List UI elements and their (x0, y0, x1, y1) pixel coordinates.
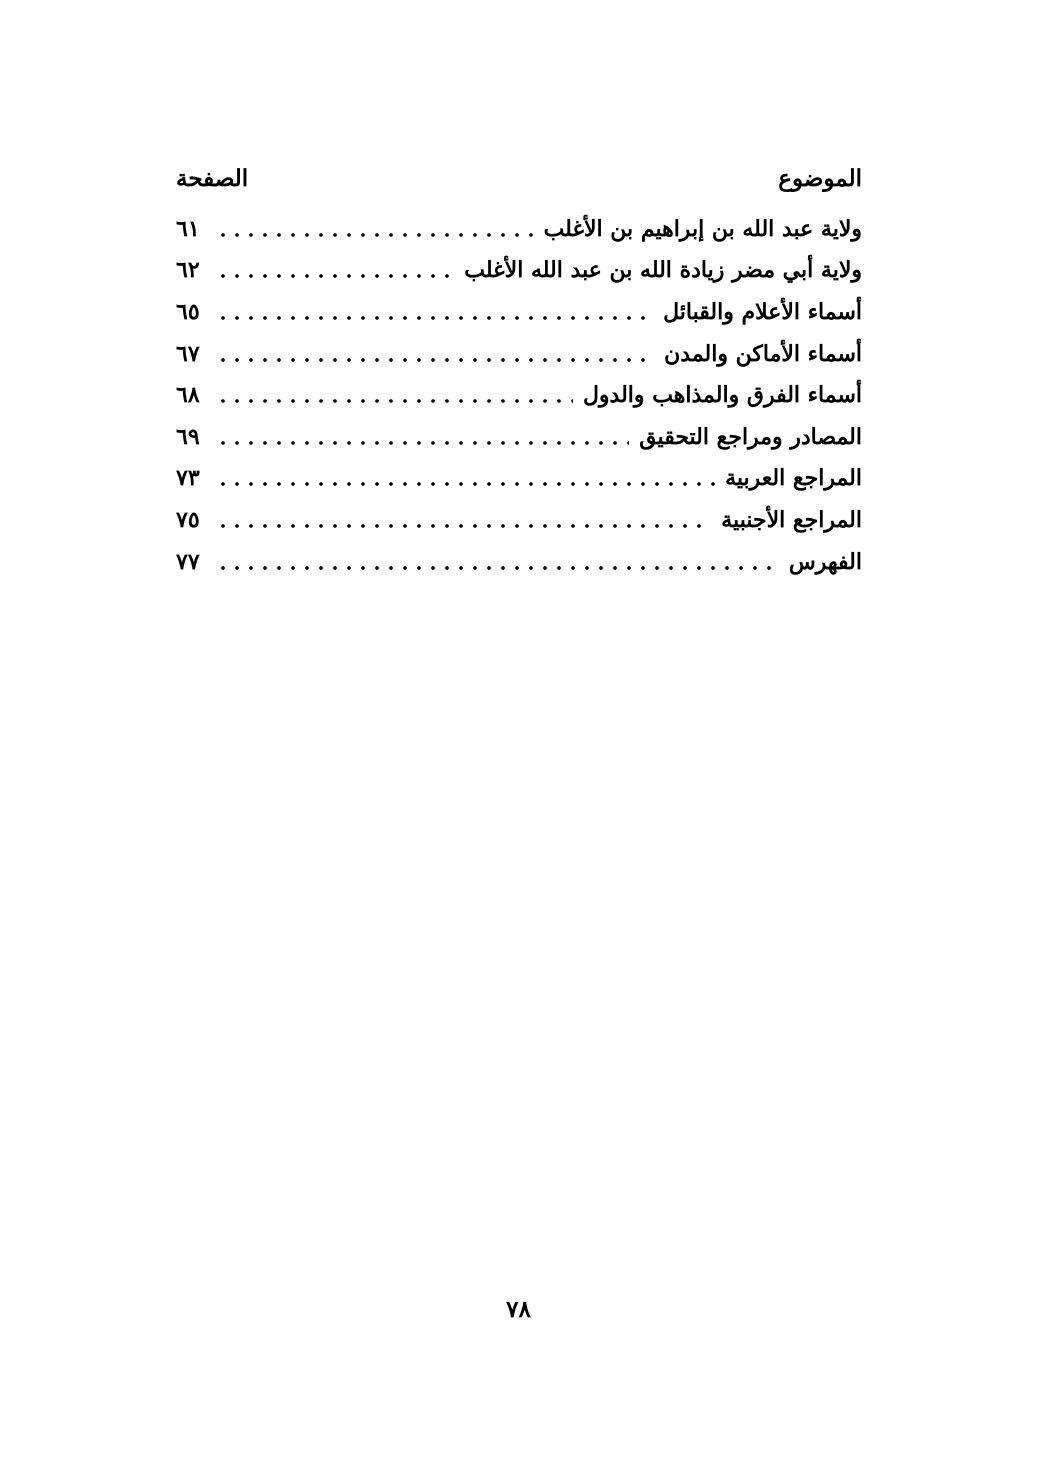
toc-entry-page: ٦٢ (176, 257, 200, 284)
dot-leader (216, 390, 573, 412)
toc-row (176, 499, 862, 541)
topic-column-label: الموضوع (778, 164, 862, 192)
dot-leader (216, 265, 454, 287)
toc-row (176, 208, 862, 250)
toc-entry-page: ٧٥ (176, 506, 200, 533)
dot-leader (216, 515, 711, 537)
dot-leader (216, 557, 779, 579)
toc-header (176, 156, 862, 200)
dot-leader (216, 349, 654, 371)
toc-entry-title: ولاية أبي مضر زيادة الله بن عبد الله الأغلب (464, 257, 862, 284)
toc-entry-page: ٧٣ (176, 465, 200, 492)
toc-entry-title: ولاية عبد الله بن إبراهيم بن الأغلب (543, 215, 862, 242)
toc-entry-title: المراجع العربية (725, 465, 862, 492)
toc-entry-title: أسماء الأعلام والقبائل (663, 298, 862, 325)
table-of-contents (176, 156, 862, 582)
dot-leader (216, 473, 715, 495)
page-number: ٧٨ (506, 1296, 531, 1323)
toc-row (176, 374, 862, 416)
page-column-label: الصفحة (176, 164, 249, 192)
toc-entry-page: ٧٧ (176, 548, 200, 575)
toc-entry-page: ٦٨ (176, 382, 200, 409)
toc-row (176, 416, 862, 458)
toc-entry-title: أسماء الفرق والمذاهب والدول (582, 382, 862, 409)
toc-entry-page: ٦٥ (176, 298, 200, 325)
toc-entry-title: الفهرس (788, 548, 862, 575)
toc-row (176, 250, 862, 292)
toc-entry-page: ٦٧ (176, 340, 200, 367)
dot-leader (216, 224, 534, 246)
toc-entry-title: أسماء الأماكن والمدن (664, 340, 862, 367)
toc-row (176, 291, 862, 333)
toc-entry-page: ٦١ (176, 215, 200, 242)
toc-entry-title: المصادر ومراجع التحقيق (639, 423, 862, 450)
dot-leader (216, 307, 653, 329)
dot-leader (216, 432, 629, 454)
toc-entry-page: ٦٩ (176, 423, 200, 450)
toc-row (176, 541, 862, 583)
toc-entry-title: المراجع الأجنبية (721, 506, 862, 533)
toc-row (176, 333, 862, 375)
toc-row (176, 458, 862, 500)
